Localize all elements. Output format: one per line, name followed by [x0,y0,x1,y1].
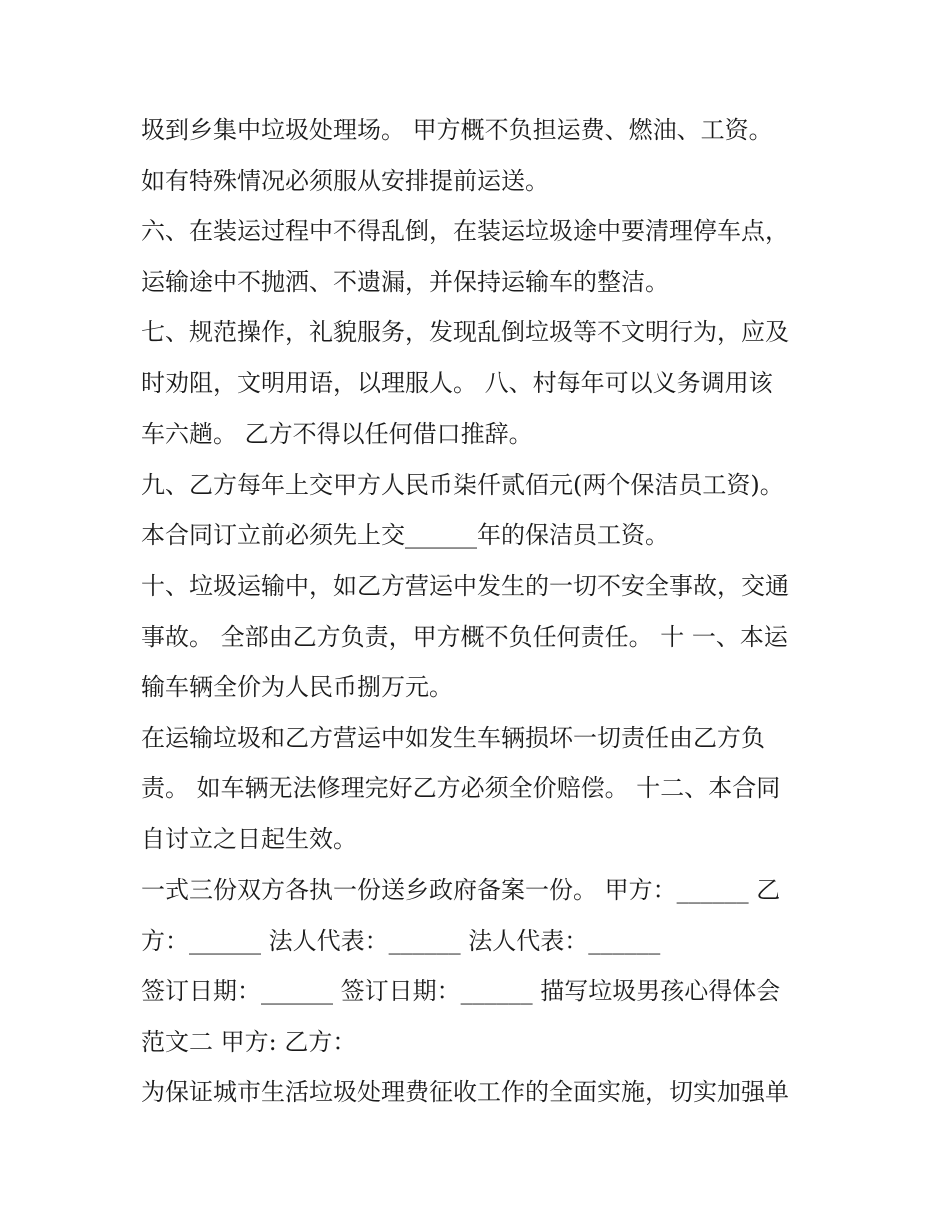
text-line: 一式三份双方各执一份送乡政府备案一份。 甲方：______ 乙 [141,876,781,904]
text-line: 为保证城市生活垃圾处理费征收工作的全面实施，切实加强单 [141,1078,789,1106]
text-line: 七、规范操作，礼貌服务，发现乱倒垃圾等不文明行为，应及 [141,318,789,346]
text-line: 十、垃圾运输中，如乙方营运中发生的一切不安全事故，交通 [141,572,789,600]
text-line: 方：______ 法人代表：______ 法人代表：______ [141,927,661,955]
text-line: 输车辆全价为人民币捌万元。 [141,673,453,701]
text-line: 在运输垃圾和乙方营运中如发生车辆损坏一切责任由乙方负 [141,724,765,752]
text-line: 运输途中不抛洒、不遗漏，并保持运输车的整洁。 [141,268,669,296]
text-line: 本合同订立前必须先上交______年的保洁员工资。 [141,521,669,549]
text-line: 范文二 甲方: 乙方： [141,1028,357,1056]
text-line: 责。 如车辆无法修理完好乙方必须全价赔偿。 十二、本合同 [141,774,781,802]
text-line: 如有特殊情况必须服从安排提前运送。 [141,167,549,195]
text-line: 时劝阻，文明用语，以理服人。 八、村每年可以义务调用该 [141,369,773,397]
text-line: 九、乙方每年上交甲方人民币柒仟贰佰元(两个保洁员工资)。 [141,471,784,499]
text-line: 事故。 全部由乙方负责，甲方概不负任何责任。 十 一、本运 [141,623,788,651]
text-line: 六、在装运过程中不得乱倒，在装运垃圾途中要清理停车点， [141,217,789,245]
text-line: 圾到乡集中垃圾处理场。 甲方概不负担运费、燃油、工资。 [141,116,773,144]
text-line: 签订日期：______ 签订日期：______ 描写垃圾男孩心得体会 [141,977,781,1005]
text-line: 自讨立之日起生效。 [141,825,357,853]
text-line: 车六趟。 乙方不得以任何借口推辞。 [141,420,533,448]
